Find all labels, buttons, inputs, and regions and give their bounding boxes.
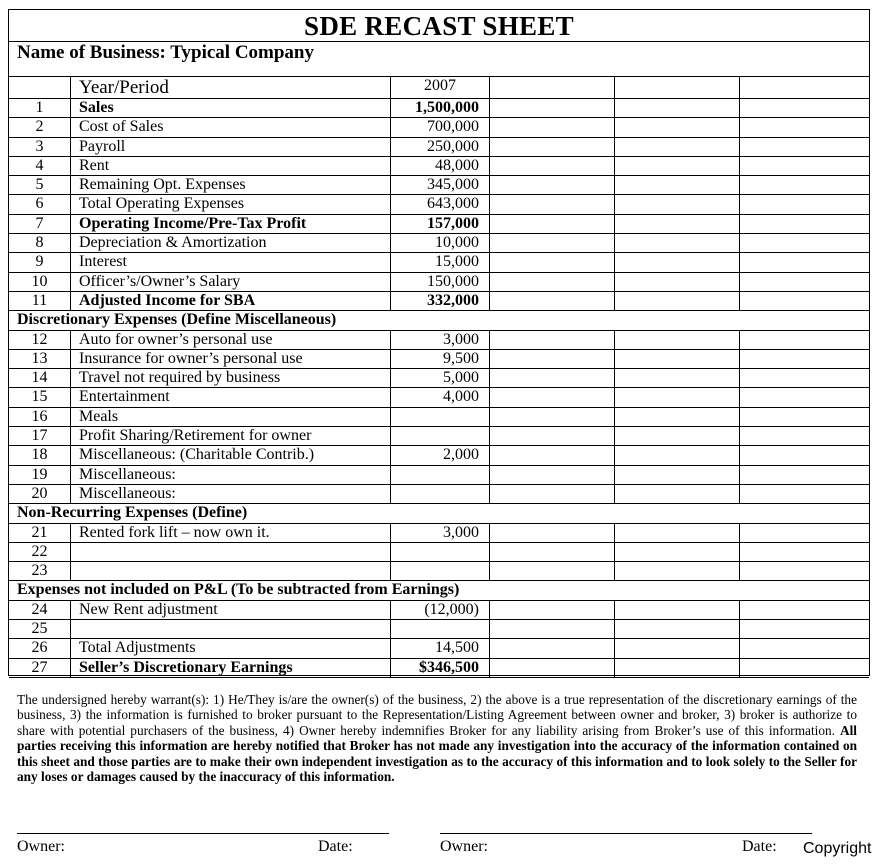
row-label: Operating Income/Pre-Tax Profit — [71, 215, 391, 233]
extra-column-2 — [615, 601, 740, 619]
recast-sheet-table — [8, 9, 870, 676]
owner-signature-line-2[interactable] — [440, 833, 812, 834]
extra-column-3 — [740, 388, 871, 406]
row-value: 157,000 — [391, 215, 490, 233]
row-value — [391, 562, 490, 580]
extra-column-1 — [490, 369, 615, 387]
extra-column-3 — [740, 369, 871, 387]
row-value: 250,000 — [391, 138, 490, 156]
row-value — [391, 620, 490, 638]
extra-column-3 — [740, 524, 871, 542]
row-label: Meals — [71, 408, 391, 426]
row-number: 7 — [9, 215, 71, 233]
extra-column-1 — [490, 639, 615, 657]
extra-column-3 — [740, 543, 871, 561]
extra-column-3 — [740, 620, 871, 638]
extra-column-1 — [490, 118, 615, 136]
row-label — [71, 543, 391, 561]
extra-column-3 — [740, 485, 871, 503]
extra-column-3 — [740, 215, 871, 233]
main-rows — [9, 99, 869, 311]
extra-column-2 — [615, 195, 740, 213]
extra-column-1 — [490, 427, 615, 445]
disclaimer-text — [17, 692, 857, 784]
table-row — [9, 331, 869, 350]
extra-column-3 — [740, 427, 871, 445]
row-label: Remaining Opt. Expenses — [71, 176, 391, 194]
row-value — [391, 485, 490, 503]
table-row — [9, 195, 869, 214]
row-label: Miscellaneous: (Charitable Contrib.) — [71, 446, 391, 464]
extra-column-2 — [615, 543, 740, 561]
row-number: 13 — [9, 350, 71, 368]
row-number: 26 — [9, 639, 71, 657]
extra-column-3 — [740, 273, 871, 291]
row-number: 3 — [9, 138, 71, 156]
row-label: Entertainment — [71, 388, 391, 406]
section-label: Expenses not included on P&L (To be subtracted from Earnings) — [17, 581, 460, 599]
extra-column-1 — [490, 659, 615, 677]
table-rows — [9, 77, 869, 678]
row-number: 19 — [9, 466, 71, 484]
row-label: Payroll — [71, 138, 391, 156]
row-label: Cost of Sales — [71, 118, 391, 136]
extra-column-3 — [740, 138, 871, 156]
row-label: Insurance for owner’s personal use — [71, 350, 391, 368]
row-number: 1 — [9, 99, 71, 117]
extra-column-2 — [615, 118, 740, 136]
extra-column-1 — [490, 99, 615, 117]
extra-column-2 — [615, 157, 740, 175]
business-name: Name of Business: Typical Company — [9, 42, 869, 77]
table-row — [9, 408, 869, 427]
table-row — [9, 446, 869, 465]
extra-column-3 — [740, 639, 871, 657]
row-number: 8 — [9, 234, 71, 252]
row-value: 4,000 — [391, 388, 490, 406]
extra-column-1 — [490, 253, 615, 271]
row-value: 2,000 — [391, 446, 490, 464]
table-row — [9, 659, 869, 678]
extra-column-1 — [490, 408, 615, 426]
row-number: 22 — [9, 543, 71, 561]
row-label: New Rent adjustment — [71, 601, 391, 619]
row-value: 345,000 — [391, 176, 490, 194]
extra-column-2 — [615, 562, 740, 580]
extra-column-2 — [615, 176, 740, 194]
row-value: 14,500 — [391, 639, 490, 657]
extra-column-2 — [615, 466, 740, 484]
row-label: Total Operating Expenses — [71, 195, 391, 213]
extra-column-1 — [490, 543, 615, 561]
not-included-rows — [9, 601, 869, 678]
extra-column-1 — [490, 601, 615, 619]
row-label: Seller’s Discretionary Earnings — [71, 659, 391, 677]
extra-column-3 — [740, 466, 871, 484]
row-number: 24 — [9, 601, 71, 619]
extra-column-3 — [740, 77, 871, 98]
row-number: 25 — [9, 620, 71, 638]
row-number: 14 — [9, 369, 71, 387]
table-row — [9, 273, 869, 292]
row-value: 9,500 — [391, 350, 490, 368]
extra-column-2 — [615, 253, 740, 271]
table-row — [9, 620, 869, 639]
extra-column-2 — [615, 234, 740, 252]
row-number: 12 — [9, 331, 71, 349]
table-row — [9, 292, 869, 311]
extra-column-3 — [740, 562, 871, 580]
extra-column-3 — [740, 446, 871, 464]
extra-column-2 — [615, 77, 740, 98]
extra-column-1 — [490, 446, 615, 464]
table-row — [9, 524, 869, 543]
extra-column-1 — [490, 292, 615, 310]
date-label-1: Date: — [318, 838, 353, 855]
table-row — [9, 215, 869, 234]
row-value: 15,000 — [391, 253, 490, 271]
row-value: 10,000 — [391, 234, 490, 252]
section-discretionary — [9, 311, 869, 330]
row-number: 11 — [9, 292, 71, 310]
extra-column-3 — [740, 176, 871, 194]
table-row — [9, 466, 869, 485]
extra-column-1 — [490, 215, 615, 233]
extra-column-1 — [490, 466, 615, 484]
extra-column-1 — [490, 620, 615, 638]
row-label: Officer’s/Owner’s Salary — [71, 273, 391, 291]
copyright-text: Copyright — [803, 840, 872, 857]
extra-column-2 — [615, 215, 740, 233]
row-value: 3,000 — [391, 331, 490, 349]
extra-column-1 — [490, 157, 615, 175]
row-label: Travel not required by business — [71, 369, 391, 387]
extra-column-3 — [740, 601, 871, 619]
extra-column-1 — [490, 234, 615, 252]
extra-column-3 — [740, 350, 871, 368]
row-number: 16 — [9, 408, 71, 426]
nonrecurring-rows — [9, 524, 869, 582]
row-value: 332,000 — [391, 292, 490, 310]
extra-column-2 — [615, 292, 740, 310]
row-label: Rented fork lift – now own it. — [71, 524, 391, 542]
table-row — [9, 99, 869, 118]
row-number — [9, 77, 71, 98]
row-label: Adjusted Income for SBA — [71, 292, 391, 310]
table-row — [9, 639, 869, 658]
sheet-title: SDE RECAST SHEET — [9, 10, 869, 42]
row-label: Miscellaneous: — [71, 466, 391, 484]
row-label — [71, 620, 391, 638]
table-row — [9, 485, 869, 504]
row-value: (12,000) — [391, 601, 490, 619]
extra-column-1 — [490, 331, 615, 349]
extra-column-1 — [490, 138, 615, 156]
extra-column-2 — [615, 408, 740, 426]
table-row — [9, 234, 869, 253]
row-value: 48,000 — [391, 157, 490, 175]
extra-column-2 — [615, 388, 740, 406]
owner-signature-line-1[interactable] — [17, 833, 389, 834]
table-row — [9, 388, 869, 407]
extra-column-3 — [740, 195, 871, 213]
extra-column-2 — [615, 331, 740, 349]
row-value — [391, 408, 490, 426]
row-value — [391, 427, 490, 445]
extra-column-2 — [615, 620, 740, 638]
owner-label-1: Owner: — [17, 838, 65, 855]
year-row — [9, 77, 869, 99]
table-row — [9, 118, 869, 137]
row-number: 15 — [9, 388, 71, 406]
table-row — [9, 543, 869, 562]
row-label: Total Adjustments — [71, 639, 391, 657]
row-label: Auto for owner’s personal use — [71, 331, 391, 349]
extra-column-3 — [740, 118, 871, 136]
row-number: 27 — [9, 659, 71, 677]
section-label: Discretionary Expenses (Define Miscellaneous) — [17, 311, 337, 329]
extra-column-2 — [615, 99, 740, 117]
row-number: 5 — [9, 176, 71, 194]
row-number: 23 — [9, 562, 71, 580]
extra-column-1 — [490, 562, 615, 580]
extra-column-2 — [615, 524, 740, 542]
table-row — [9, 157, 869, 176]
row-label: Interest — [71, 253, 391, 271]
section-not-included — [9, 581, 869, 600]
row-label: Depreciation & Amortization — [71, 234, 391, 252]
row-number: 6 — [9, 195, 71, 213]
row-number: 17 — [9, 427, 71, 445]
owner-label-2: Owner: — [440, 838, 488, 855]
extra-column-2 — [615, 485, 740, 503]
extra-column-1 — [490, 388, 615, 406]
table-row — [9, 176, 869, 195]
row-number: 18 — [9, 446, 71, 464]
row-label: Profit Sharing/Retirement for owner — [71, 427, 391, 445]
extra-column-2 — [615, 659, 740, 677]
section-label: Non-Recurring Expenses (Define) — [17, 504, 248, 522]
extra-column-2 — [615, 273, 740, 291]
row-value: $346,500 — [391, 659, 490, 677]
row-value: 150,000 — [391, 273, 490, 291]
extra-column-2 — [615, 446, 740, 464]
extra-column-1 — [490, 485, 615, 503]
table-row — [9, 427, 869, 446]
row-label: Rent — [71, 157, 391, 175]
year-value: 2007 — [391, 77, 490, 98]
section-nonrecurring — [9, 504, 869, 523]
disclaimer-normal: The undersigned hereby warrant(s): 1) He/They is/are the owner(s) of the business, 2) the above is a true representation of the discretionary earnings of the business, 3) the information is furnished to broker pursuant to the Representation/Listing Agreement between owner and broker, 3) broker is authorize to share with potential purchasers of the business, 4) Owner hereby indemnifies Broker for any liability arising from Broker’s use of this information. — [17, 692, 857, 738]
extra-column-3 — [740, 157, 871, 175]
table-row — [9, 138, 869, 157]
extra-column-2 — [615, 138, 740, 156]
row-value: 643,000 — [391, 195, 490, 213]
extra-column-1 — [490, 273, 615, 291]
row-number: 20 — [9, 485, 71, 503]
extra-column-3 — [740, 292, 871, 310]
extra-column-3 — [740, 99, 871, 117]
extra-column-3 — [740, 408, 871, 426]
extra-column-3 — [740, 659, 871, 677]
table-row — [9, 253, 869, 272]
extra-column-2 — [615, 427, 740, 445]
row-value: 3,000 — [391, 524, 490, 542]
extra-column-3 — [740, 253, 871, 271]
extra-column-3 — [740, 331, 871, 349]
extra-column-1 — [490, 195, 615, 213]
extra-column-1 — [490, 350, 615, 368]
row-label: Sales — [71, 99, 391, 117]
table-row — [9, 369, 869, 388]
extra-column-2 — [615, 350, 740, 368]
row-label: Miscellaneous: — [71, 485, 391, 503]
extra-column-2 — [615, 639, 740, 657]
row-value: 1,500,000 — [391, 99, 490, 117]
table-row — [9, 562, 869, 581]
row-number: 2 — [9, 118, 71, 136]
disclaimer-bold: All parties receiving this information are hereby notified that Broker has not made any investigation into the accuracy of the information contained on this sheet and those parties are to make their own independent investigation as to the accuracy of this information and to look solely to the Seller for any loses or damages caused by the inaccuracy of this information. — [17, 722, 857, 785]
row-number: 4 — [9, 157, 71, 175]
table-row — [9, 350, 869, 369]
row-value: 700,000 — [391, 118, 490, 136]
row-label — [71, 562, 391, 580]
year-period-label: Year/Period — [71, 77, 391, 98]
extra-column-2 — [615, 369, 740, 387]
row-value — [391, 466, 490, 484]
date-label-2: Date: — [742, 838, 777, 855]
table-row — [9, 601, 869, 620]
row-number: 21 — [9, 524, 71, 542]
extra-column-1 — [490, 77, 615, 98]
row-number: 10 — [9, 273, 71, 291]
row-value: 5,000 — [391, 369, 490, 387]
extra-column-1 — [490, 524, 615, 542]
extra-column-1 — [490, 176, 615, 194]
row-number: 9 — [9, 253, 71, 271]
extra-column-3 — [740, 234, 871, 252]
row-value — [391, 543, 490, 561]
discretionary-rows — [9, 331, 869, 505]
